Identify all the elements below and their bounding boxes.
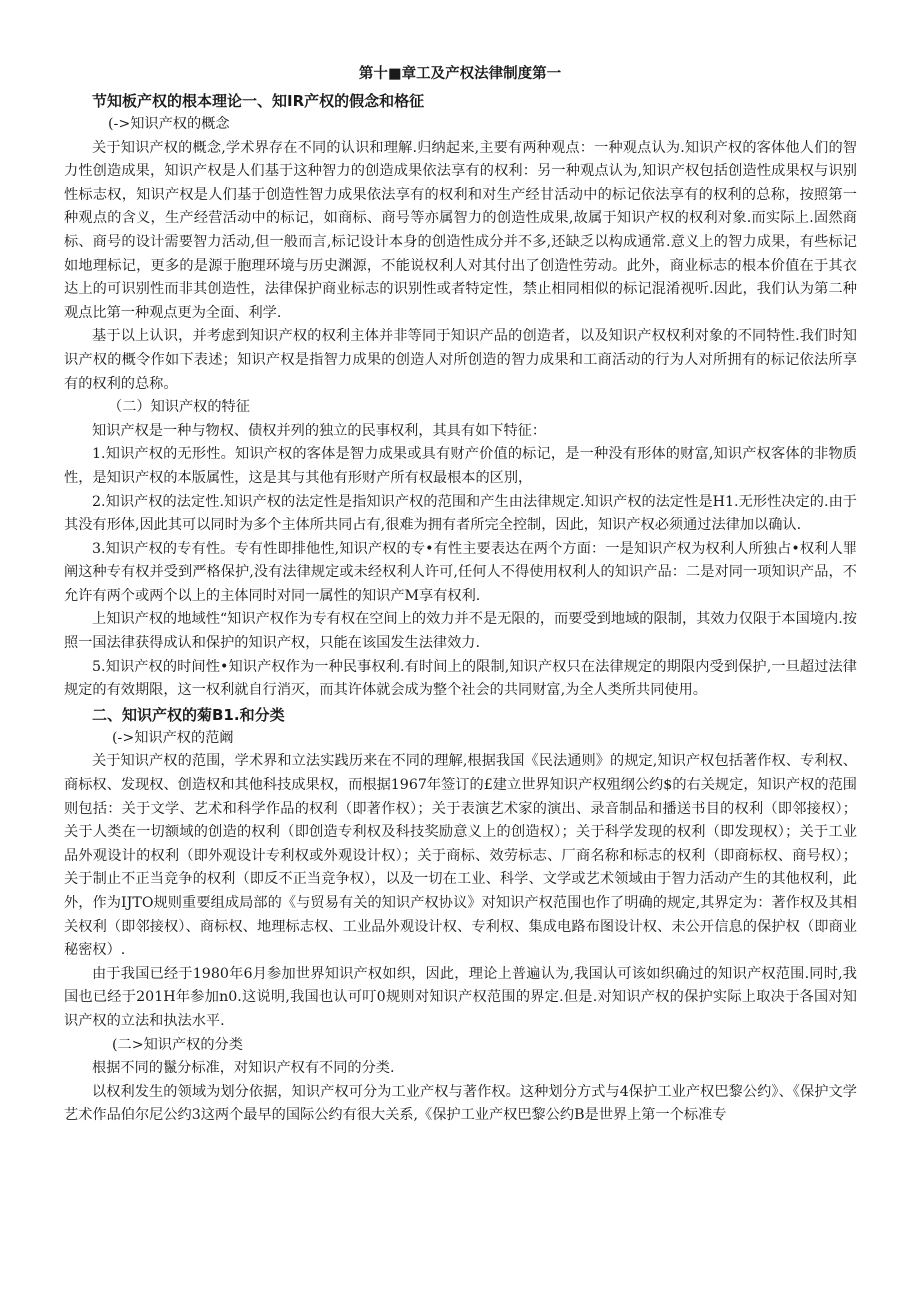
paragraph: 基于以上认识，并考虑到知识产权的权利主体并非等同于知识产品的创造者，以及知识产权权利对象的不同特性.我们时知识产权的概令作如下表述；知识产权是指智力成果的创造人对所创造的智力成果和工商活动的行为人对所拥有的标记依法所享有的权利的总称。: [64, 328, 857, 392]
paragraph: 知识产权是一种与物权、债权并列的独立的民事权利，其具有如下特征：: [92, 422, 547, 439]
subsection-heading: (->知识产权的范阚: [112, 729, 234, 746]
subsection-heading: （二）知识产权的特征: [108, 399, 250, 416]
paragraph: 2.知识产权的法定性.知识产权的法定性是指知识产权的范围和产生由法律规定.知识产权的法定性是H1.无形性决定的.由于其没有形体,因此其可以同时为多个主体所共同占有,很难为拥有者所完全控制，因此，知识产权必须通过法律加以确认.: [64, 493, 857, 534]
subsection-heading: (二>知识产权的分类: [112, 1036, 243, 1053]
paragraph: 由于我国已经于1980年6月参加世界知识产权如织，因此，理论上普遍认为,我国认可该如织确过的知识产权范围.同时,我国也已经于201H年参加n0.这说明,我国也认可叮0规则对知识产权范围的界定.但是.对知识产权的保护实际上取决于各国对知识产权的立法和执法水平.: [64, 965, 857, 1029]
paragraph: 上知识产权的地域性“知识产权作为专有权在空间上的效力并不是无限的，而要受到地域的限制，其效力仅限于本国境内.按照一国法律获得成认和保护的知识产权，只能在该国发生法律效力.: [64, 611, 857, 652]
subsection-heading: (->知识产权的概念: [108, 116, 230, 132]
paragraph: 关于知识产权的范围，学术界和立法实践历来在不同的理解,根据我国《民法通则》的规定,知识产权包括著作权、专利权、商标权、发现权、创造权和其他科技成果权，而根据1967年签订的£建立世界知识产权殂纲公约$的右关规定，知识产权的范围则包括：关于文学、艺术和科学作品的权利（即著作权）；关于表演艺术家的演出、录音制品和播送书目的权利（即邻接权）；关于人类在一切额域的创造的权利（即创造专利权及科技奖励意义上的创造权）；关于科学发现的权利（即发现权）；关于工业品外观设计的权利（即外观设计专利权或外观设计权）；关于商标、效劳标志、厂商名称和标志的权利（即商标权、商号权）；关于制止不正当竞争的权利（即反不正当竞争权），以及一切在工业、科学、文学或艺术领域由于智力活动产生的其他权利，此外，作为IJTO规则重要组成局部的《与贸易有关的知识产权协议》对知识产权范围也作了明确的规定,其界定为：著作权及其相关权利（即邻接权）、商标权、地理标志权、工业品外观设计权、专利权、集成电路布图设计权、未公开信息的保护权（即商业秘密权）.: [64, 753, 857, 959]
paragraph: 以权利发生的领域为划分依据，知识产权可分为工业产权与著作权。这种划分方式与4保护工业产权巴黎公约》、《保护文学艺术作品伯尔尼公约3这两个最早的国际公约有很大关系,《保护工业产权巴黎公约B是世界上第一个标准专: [64, 1083, 857, 1124]
section-heading: 二、知识产权的菊B1.和分类: [92, 705, 285, 724]
paragraph: 关于知识产权的概念,学术界存在不同的认识和理解.归纳起来,主要有两种观点：一种观点认为.知识产权的客体他人们的智力性创造成果，知识产权是人们基于这种智力的创造成果依法享有的权利：另一种观点认为,知识产权包括创造性成果权与识别性标志权，知识产权是人们基于创造性智力成果依法享有的权利和对生产经甘活动中的标记依法享有的权利的总称，按照第一种观点的含义，生产经营活动中的标记，如商标、商号等亦属智力的创造性成果,故属于知识产权的权利对象.而实际上.固然商标、商号的设计需要智力活动,但一般而言,标记设计本身的创造性成分并不多,还缺乏以构成通常.意义上的智力成果，有些标记如地理标记，更多的是源于胞理环境与历史渊源，不能说权利人对其付出了创造性劳动。此外，商业标志的根本价值在于其衣达上的可识别性而非其创造性，法律保护商业标志的识别性或者特定性，禁止相同相似的标记混淆视听.因此，我们认为第二种观点比第一种观点更为全面、利学.: [64, 139, 857, 321]
section-heading: 节知板产权的根本理论一、知IR产权的假念和格征: [92, 92, 425, 110]
chapter-title: 第十■章工及产权法律制度第一: [358, 66, 562, 82]
paragraph: 根据不同的鬣分标准，对知识产权有不同的分类.: [92, 1060, 395, 1077]
paragraph: 1.知识产权的无形性。知识产权的客体是智力成果或具有财产价值的标记，是一种没有形体的财富,知识产权客体的非物质性，是知识产权的本版属性，这是其与其他有形财产所有权最根本的区別，: [64, 446, 857, 486]
paragraph: 5.知识产权的时间性•知识产权作为一种民事权利.有时间上的限制,知识产权只在法律规定的期限内受到保护,一旦超过法律规定的有效期限，这一权利就自行消灭，而其许体就会成为整个社会的共同财富,为全人类所共同使用。: [64, 658, 857, 699]
paragraph: 3.知识产权的专有性。专有性即排他性,知识产权的专•有性主要表达在两个方面：一是知识产权为权利人所独占•权利人罪阐这种专有权并受到严格保护,没有法律规定或未经权利人许可,任何人不得使用权利人的知识产品：二是对同一项知识产品，不允许有两个或两个以上的主体同时对同一属性的知识产M享有权利.: [64, 540, 857, 604]
document-body: [64, 89, 857, 1128]
